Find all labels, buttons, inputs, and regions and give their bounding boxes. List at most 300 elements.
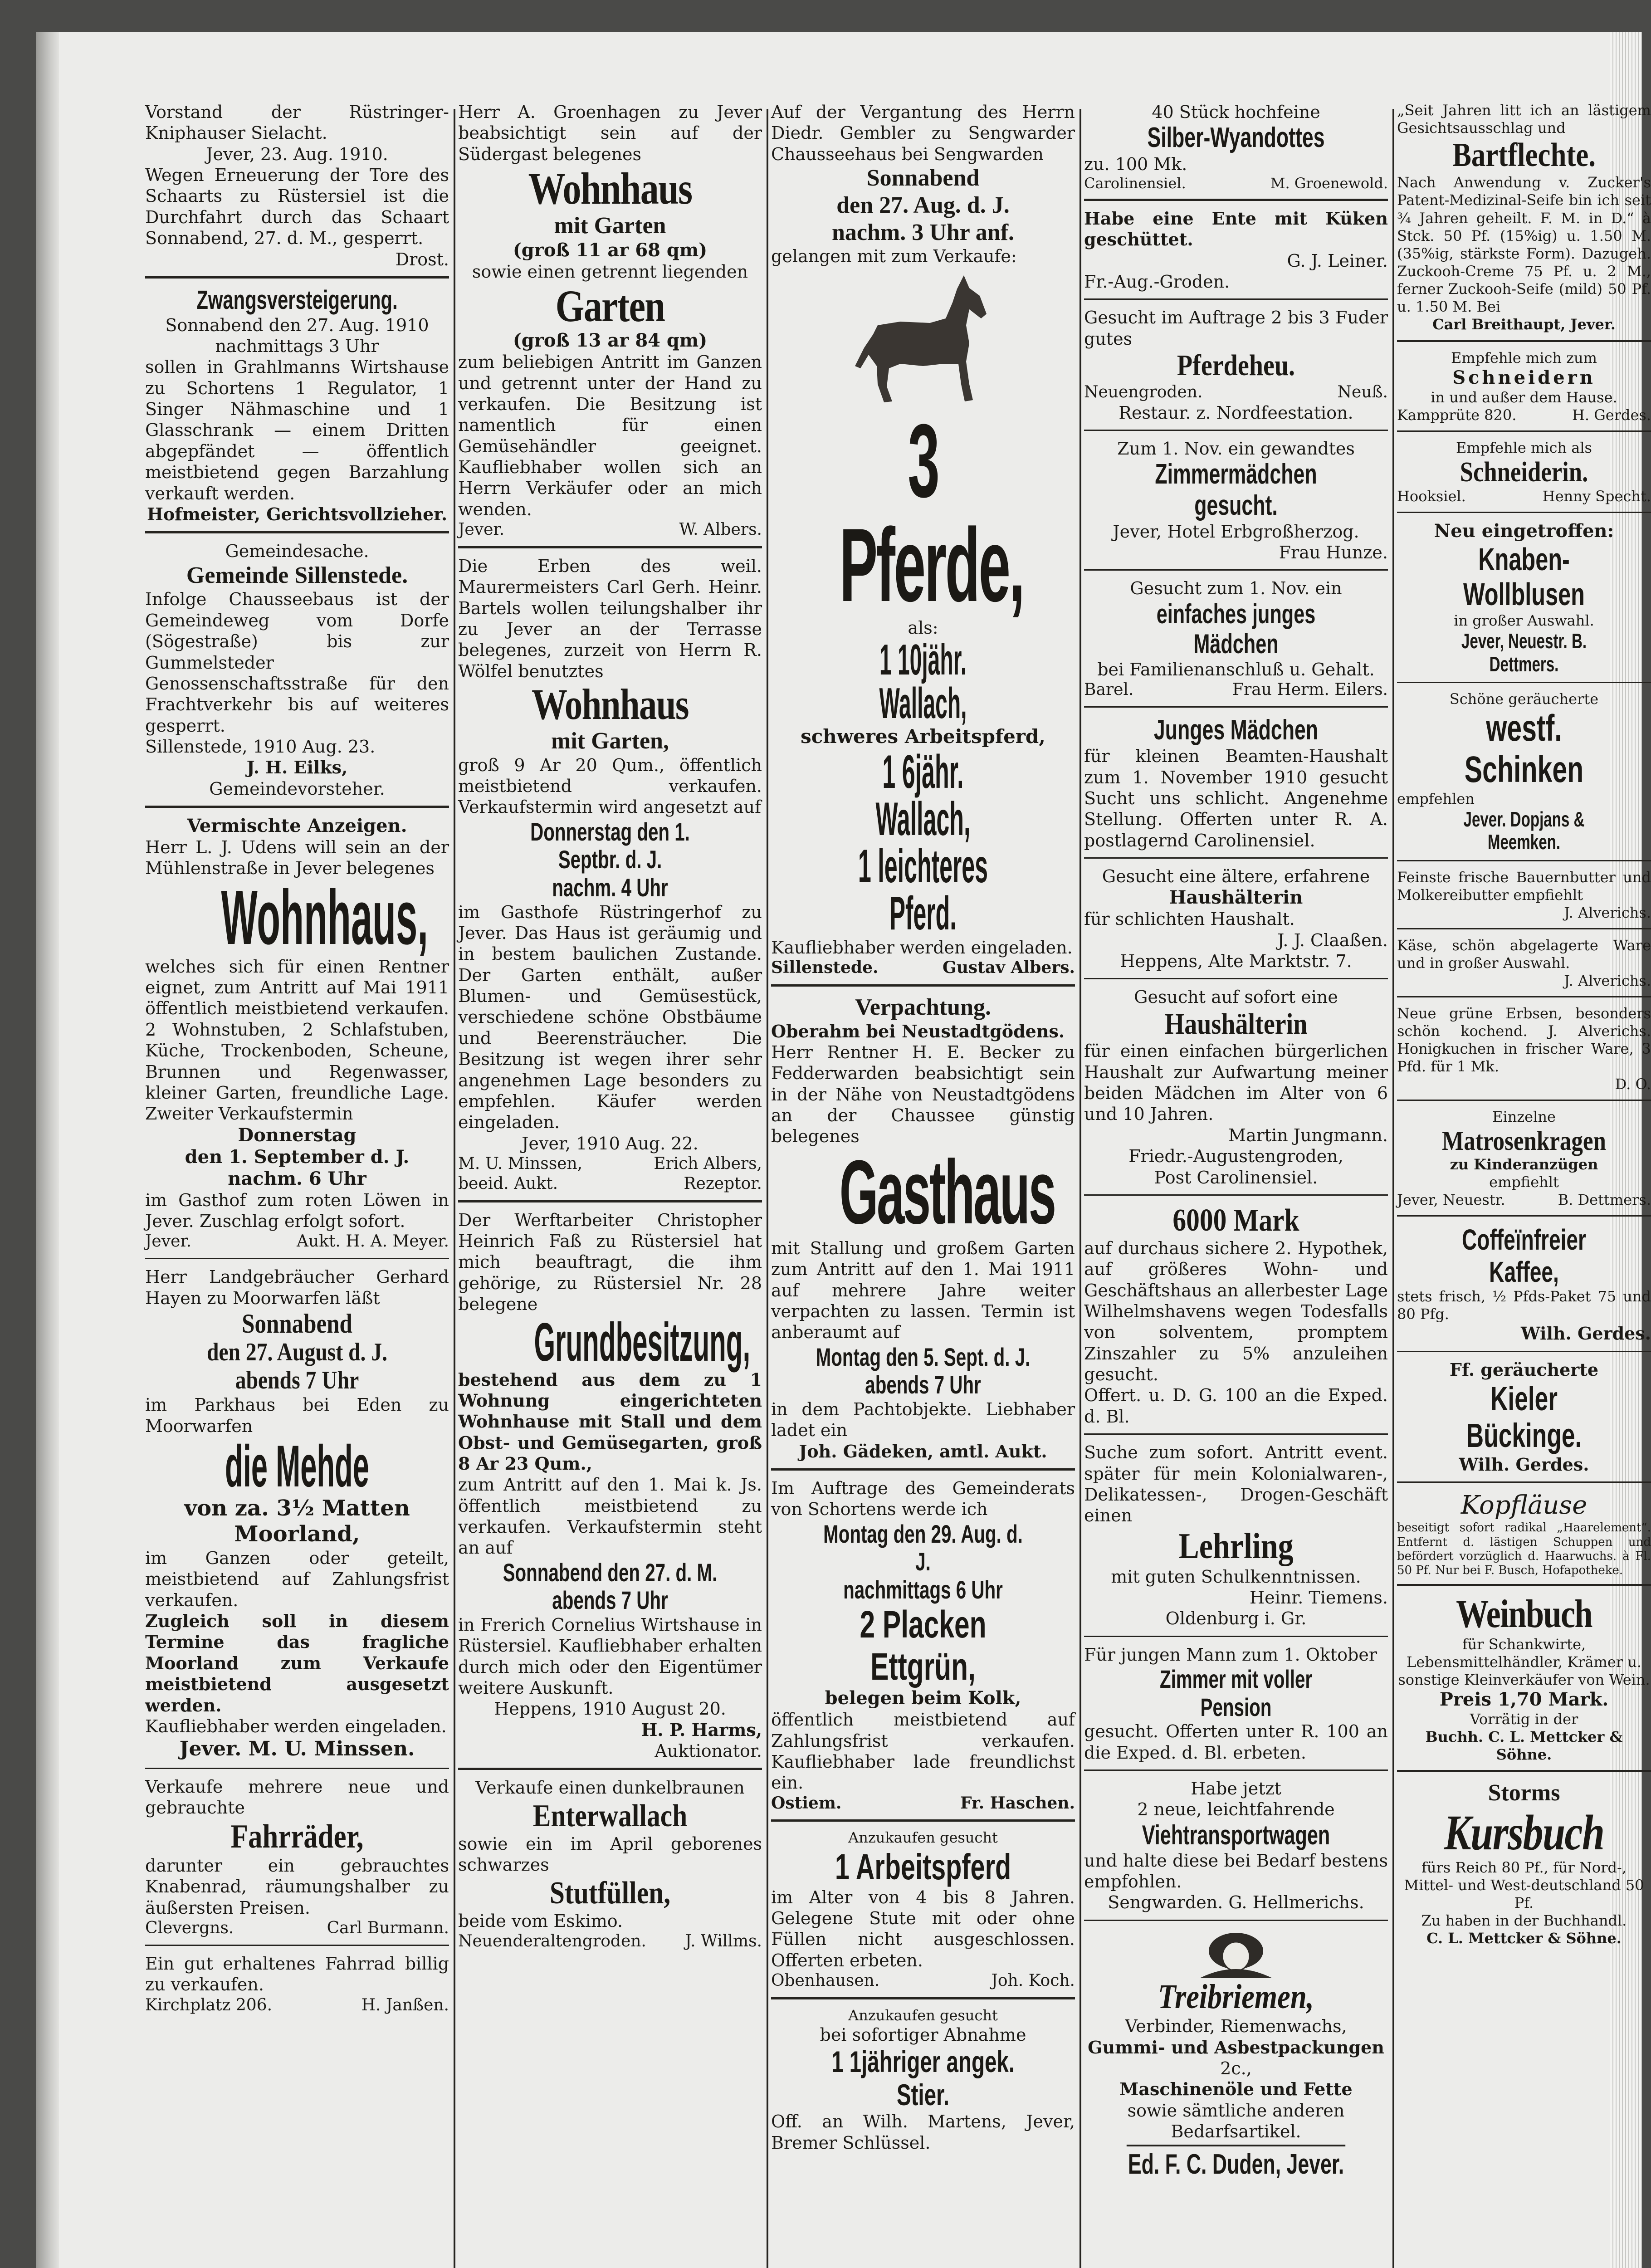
ad-headline: Kursbuch xyxy=(1444,1804,1604,1860)
ad-kaese xyxy=(1397,935,1651,997)
ad-lehrling xyxy=(1084,1440,1388,1637)
ad-name: J. J. Claaßen. xyxy=(1277,930,1388,950)
sign-place: Hooksiel. xyxy=(1397,488,1466,505)
ad-body: im Ganzen oder geteilt, meistbietend auf Zahlungsfrist verkaufen. xyxy=(145,1548,449,1610)
ad-when: nachm. 4 Uhr xyxy=(552,873,668,902)
ad-kursbuch xyxy=(1397,1778,1651,1954)
ad-sub: 2 neue, leichtfahrende xyxy=(1137,1799,1335,1820)
ad-body: Feinste frische Bauernbutter und Molkereibutter empfiehlt xyxy=(1397,868,1651,904)
ad-date: Heppens, 1910 August 20. xyxy=(494,1699,726,1719)
ad-signature: D. O. xyxy=(1615,1075,1651,1093)
ad-headline: Schneiderin. xyxy=(1460,456,1588,488)
sign-name: B. Dettmers. xyxy=(1558,1191,1651,1209)
ad-body: gesucht. Offerten unter R. 100 an die Exped. d. Bl. erbeten. xyxy=(1084,1721,1388,1763)
sign-name: Erich Albers, xyxy=(654,1154,762,1173)
ad-body: darunter ein gebrauchtes Knabenrad, räumungshalber zu äußersten Preisen. xyxy=(145,1856,449,1918)
ad-headline: 2 Placken Ettgrün, xyxy=(860,1603,987,1688)
ad-place: Restaur. z. Nordfeestation. xyxy=(1119,402,1353,423)
ad-headline: die Mehde xyxy=(225,1432,369,1499)
sign-place: Ostiem. xyxy=(771,1793,842,1813)
ad-body: Nach Anwendung v. Zucker's Patent-Medizinal-Seife bin ich seit ¾ Jahren geheilt. F. M. in D.“ à Stck. 50 Pf. (15%ig) u. 1.50 M. (35%ig, stärkste Form). Dazugeh. Zuckooh-Creme 75 Pf. u. 2 M., ferner Zuckooh-Seife (mild) 50 Pf. u. 1.50 M. Bei xyxy=(1397,174,1651,315)
ad-body: mit Stallung und großem Garten zum Antritt auf den 1. Mai 1911 auf mehrere Jahre weiter verpachten zu lassen. Termin ist anberaumt auf xyxy=(771,1238,1075,1343)
notice-head: Vorstand der Rüstringer-Kniphauser Sielacht. xyxy=(145,102,449,143)
ad-intro: Neu eingetroffen: xyxy=(1434,520,1614,542)
section-title: Vermischte Anzeigen. xyxy=(187,815,407,837)
ad-body: in Frerich Cornelius Wirtshause in Rüstersiel. Kaufliebhaber erhalten durch mich oder den Eigentümer weitere Auskunft. xyxy=(458,1614,762,1698)
ad-intro: Im Auftrage des Gemeinderats von Schortens werde ich xyxy=(771,1478,1075,1520)
column-3 xyxy=(771,100,1075,2165)
sign-place: Sillenstede. xyxy=(771,958,879,977)
ad-beamten-haushalt xyxy=(1084,713,1388,859)
ad-intro: Zum 1. Nov. ein gewandtes xyxy=(1117,438,1355,459)
ad-signature: Jever. M. U. Minssen. xyxy=(179,1737,415,1761)
ad-where: im Parkhaus bei Eden zu Moorwarfen xyxy=(145,1395,449,1436)
ad-place: Friedr.-Augustengroden, xyxy=(1128,1146,1343,1167)
ad-line: Verbinder, Riemenwachs, xyxy=(1125,2016,1347,2037)
ad-when: Sonnabend den 27. d. M. xyxy=(503,1558,718,1587)
ad-title: Gemeinde Sillenstede. xyxy=(186,562,408,588)
sign-name: Fr. Haschen. xyxy=(960,1793,1075,1813)
ad-body: Habe eine Ente mit Küken geschüttet. xyxy=(1084,208,1388,250)
ad-body: sollen in Grahlmanns Wirtshause zu Schortens 1 Regulator, 1 Singer Nähmaschine und 1 Glasschrank — einem Dritten abgepfändet — öffentlich meistbietend gegen Barzahlung verkauft werden. xyxy=(145,357,449,503)
ad-signature xyxy=(1397,406,1651,424)
ad-body: und halte diese bei Bedarf bestens empfohlen. xyxy=(1084,1850,1388,1892)
ad-headline: Lehrling xyxy=(1178,1526,1294,1566)
ad-headline: Treibriemen, xyxy=(1158,1977,1314,2016)
ad-intro: Gesucht im Auftrage 2 bis 3 Fuder gutes xyxy=(1084,308,1388,349)
column-1 xyxy=(145,100,449,2027)
horse-illustration xyxy=(850,271,996,407)
ad-signature xyxy=(145,1918,449,1938)
ad-zwangsversteigerung xyxy=(145,284,449,533)
ad-stier xyxy=(771,2005,1075,2160)
ad-wohnhaus-bartels xyxy=(458,554,762,1202)
ad-body: fürs Reich 80 Pf., für Nord-, Mittel- und West-deutschland 50 Pf. xyxy=(1404,1859,1644,1912)
ad-sub: belegen beim Kolk, xyxy=(825,1687,1021,1709)
ad-headline: 1 Arbeitspferd xyxy=(835,1846,1011,1887)
ad-signature: Sengwarden. G. Hellmerichs. xyxy=(1108,1892,1364,1913)
ad-schinken xyxy=(1397,689,1651,861)
ad-when: nachm. 6 Uhr xyxy=(228,1168,366,1189)
ad-name: Martin Jungmann. xyxy=(1228,1125,1388,1145)
ad-body: empfiehlt xyxy=(1489,1173,1559,1191)
ad-wyandottes xyxy=(1084,100,1388,201)
ad-body: im Gasthofe Rüstringerhof zu Jever. Das Haus ist geräumig und in bestem baulichen Zustande. Der Garten enthält, außer Blumen- und Gemüsestück, verschiedene schöne Obstbäume und Beerensträucher. Die Besitzung ist wegen ihrer sehr angenehmen Lage besonders zu empfehlen. Käufer werden eingeladen. xyxy=(458,902,762,1133)
ad-butter xyxy=(1397,867,1651,929)
ad-body: beide vom Eskimo. xyxy=(458,1911,623,1931)
sign-name: Gustav Albers. xyxy=(942,958,1075,977)
ad-date: Jever, 1910 Aug. 22. xyxy=(522,1133,698,1154)
ad-body: Ein gut erhaltenes Fahrrad billig zu verkaufen. xyxy=(145,1954,449,1995)
ad-body: auf durchaus sichere 2. Hypothek, auf größeres Wohn- und Geschäftshaus an allerbester Lage Wilhelmshavens wegen Todesfalls von solventem, promptem Zinszahler zu 5% anzuleihen gesucht. xyxy=(1084,1238,1388,1385)
ad-body: Neue grüne Erbsen, besonders schön kochend. J. Alverichs. Honigkuchen in frischer Ware, 3 Pfd. für 1 Mk. xyxy=(1397,1005,1651,1075)
ad-mehde xyxy=(145,1265,449,1769)
ad-signature xyxy=(771,1971,1075,1991)
sign-name: H. Janßen. xyxy=(361,1995,449,2014)
ad-signature: J. Alverichs. xyxy=(1564,904,1651,921)
ad-intro: Auf der Vergantung des Herrn Diedr. Gembler zu Sengwarder Chausseehaus bei Sengwarden xyxy=(771,102,1075,164)
sign-name: J. Willms. xyxy=(685,1931,762,1950)
sign-role: beeid. Aukt. xyxy=(458,1174,558,1193)
ad-body: Käse, schön abgelagerte Ware und in großer Auswahl. xyxy=(1397,937,1651,972)
ad-line: Gummi- und Asbestpackungen xyxy=(1088,2037,1384,2058)
ad-signature xyxy=(1397,488,1651,505)
ad-place: Fr.-Aug.-Groden. xyxy=(1084,272,1230,292)
ad-intro: Empfehle mich als xyxy=(1456,439,1592,456)
ad-wollblusen xyxy=(1397,518,1651,683)
sign-name: Carl Burmann. xyxy=(327,1919,449,1938)
ad-roles xyxy=(458,1174,762,1194)
ad-kopflaeuse xyxy=(1397,1488,1651,1586)
ad-body: zum beliebigen Antritt im Ganzen und getrennt unter der Hand zu verkaufen. Die Besitzung ist namentlich für einen Gemüsehändler geeignet. Kaufliebhaber wollen sich an Herrn Verkäufer oder an mich wenden. xyxy=(458,352,762,519)
ad-signature: Wilh. Gerdes. xyxy=(1521,1323,1651,1344)
sign-name: Aukt. H. A. Meyer. xyxy=(296,1232,449,1251)
ad-fahrrad-janssen xyxy=(145,1951,449,2022)
ad-place: Moorland, xyxy=(234,1521,360,1547)
ad-treibriemen xyxy=(1084,1926,1388,2187)
ad-price: Preis 1,70 Mark. xyxy=(1439,1688,1609,1710)
ad-body: empfehlen xyxy=(1397,790,1475,807)
ad-when: Montag den 5. Sept. d. J. xyxy=(816,1342,1031,1371)
sign-role: Rezeptor. xyxy=(684,1174,762,1193)
ad-headline: Pferdeheu. xyxy=(1177,349,1295,382)
ad-mid: gelangen mit zum Verkaufe: xyxy=(771,246,1017,267)
ad-price: zu. 100 Mk. xyxy=(1084,154,1187,174)
ad-sub: Zu haben in der Buchhandl. xyxy=(1421,1912,1627,1930)
ad-mid: sowie ein im April geborenes schwarzes xyxy=(458,1833,762,1875)
ad-body: welches sich für einen Rentner eignet, zum Antritt auf Mai 1911 öffentlich meistbietend verkaufen. 2 Wohnstuben, 2 Schlafstuben, Küche, Trockenboden, Scheune, Brunnen und Regenwasser, kleiner Garten, freundliche Lage. Zweiter Verkaufstermin xyxy=(145,956,449,1124)
sign-name: Joh. Koch. xyxy=(991,1971,1075,1990)
ad-intro: Empfehle mich zum xyxy=(1451,349,1597,367)
ad-headline: Junges Mädchen xyxy=(1153,714,1319,746)
ad-intro: Gesucht zum 1. Nov. ein xyxy=(1130,578,1342,599)
ad-signature: Frau Hunze. xyxy=(1279,543,1388,563)
notice-date: Jever, 23. Aug. 1910. xyxy=(206,144,388,164)
ad-role: Gemeindevorsteher. xyxy=(209,778,385,799)
ad-body: Jever, Hotel Erbgroßherzog. xyxy=(1113,521,1359,542)
sign-name: M. U. Minssen, xyxy=(458,1154,583,1173)
ad-viehtransportwagen xyxy=(1084,1776,1388,1921)
ad-body: beseitigt sofort radikal „Haarelement“. Entfernt d. lästigen Schuppen und befördert vorzüglich d. Haarwuchs. à Fl. 50 Pf. Nur bei F. Busch, Hofapotheke. xyxy=(1397,1521,1651,1577)
column-2 xyxy=(458,100,762,1963)
ad-when: den 27. Aug. d. J. xyxy=(836,192,1010,218)
ad-signature xyxy=(458,1931,762,1951)
ad-als: als: xyxy=(908,617,938,638)
sign-name: M. Groenewold. xyxy=(1270,174,1388,192)
ad-signature: Wilh. Gerdes. xyxy=(1459,1454,1589,1475)
column-rule xyxy=(767,109,768,2268)
ad-signature: Jever. Dopjans & Meemken. xyxy=(1463,807,1585,854)
sign-place: Neuenderaltengroden. xyxy=(458,1931,646,1950)
sign-name: W. Albers. xyxy=(679,520,762,539)
ad-intro: Herr Landgebräucher Gerhard Hayen zu Moorwarfen läßt xyxy=(145,1267,449,1308)
ad-name: G. J. Leiner. xyxy=(1287,250,1388,271)
ad-headline: Garten xyxy=(555,281,665,332)
ad-when: Montag den 29. Aug. d. J. xyxy=(823,1519,1023,1576)
ad-body: Off. an Wilh. Martens, Jever, Bremer Schlüssel. xyxy=(771,2112,1075,2153)
ad-signature: Buchh. C. L. Mettcker & Söhne. xyxy=(1425,1728,1623,1763)
ad-bold: Zugleich soll in diesem Termine das fragliche Moorland zum Verkaufe meistbietend ausgesetzt werden. xyxy=(145,1611,449,1716)
column-5 xyxy=(1397,100,1651,1959)
ad-headline: 6000 Mark xyxy=(1172,1202,1299,1238)
ad-signature: Hofmeister, Gerichtsvollzieher. xyxy=(147,503,448,524)
ad-intro: Verkaufe mehrere neue und gebrauchte xyxy=(145,1776,449,1818)
ad-ettgruen xyxy=(771,1476,1075,1822)
ad-intro: Gesucht eine ältere, erfahrene xyxy=(1102,866,1370,887)
ad-signature xyxy=(458,520,762,540)
column-rule xyxy=(1080,109,1081,2268)
sign-place: Clevergns. xyxy=(145,1919,234,1938)
ad-headline: 1 1jähriger angek. Stier. xyxy=(831,2045,1015,2112)
ad-ente xyxy=(1084,206,1388,300)
ad-intro: Die Erben des weil. Maurermeisters Carl Gerh. Heinr. Bartels wollen teilungshalber ihr zu Jever an der Terrasse belegenes, zurzeit von Herrn R. Wölfel benutztes xyxy=(458,556,762,681)
ad-signature: Joh. Gädeken, amtl. Aukt. xyxy=(799,1441,1047,1461)
ad-headline: Wohnhaus xyxy=(528,163,692,214)
ad-buecking xyxy=(1397,1358,1651,1483)
ad-headline: Viehtransportwagen xyxy=(1142,1819,1330,1850)
ad-size: von za. 3½ Matten xyxy=(184,1495,410,1521)
ad-pferde xyxy=(771,100,1075,987)
ad-place: Heppens, Alte Marktstr. 7. xyxy=(1120,951,1352,972)
sign-place: Jever. xyxy=(145,1232,192,1251)
ad-body: stets frisch, ½ Pfds-Paket 75 und 80 Pfg. xyxy=(1397,1288,1651,1323)
ad-role: Auktionator. xyxy=(655,1741,762,1761)
ad-mid: sowie einen getrennt liegenden xyxy=(472,261,748,282)
column-4 xyxy=(1084,100,1388,2192)
ad-grundbesitzung xyxy=(458,1208,762,1770)
ad-arbeitspferd xyxy=(771,1827,1075,1999)
ad-body: im Alter von 4 bis 8 Jahren. Gelegene Stute mit oder ohne Füllen nicht ausgeschlossen. Offerten erbeten. xyxy=(771,1887,1075,1970)
sign-name: Frau Herm. Eilers. xyxy=(1232,680,1388,699)
sign-place: Jever, Neuestr. xyxy=(1397,1191,1505,1209)
ad-wohnhaus-udens xyxy=(145,813,449,1259)
ad-headline: einfaches junges Mädchen xyxy=(1156,598,1316,659)
ad-item: 1 leichteres Pferd. xyxy=(858,840,988,940)
ad-intro: Verkaufe einen dunkelbraunen xyxy=(475,1778,745,1798)
column-rule xyxy=(454,109,455,2268)
ad-when: nachm. 3 Uhr anf. xyxy=(831,219,1015,245)
ad-headline: Schneidern xyxy=(1452,367,1596,388)
ad-item: 1 10jähr. Wallach, xyxy=(879,635,967,728)
ad-when: Donnerstag den 1. Septbr. d. J. xyxy=(530,817,690,874)
ad-headline: Matrosenkragen xyxy=(1442,1126,1606,1156)
ad-headline: Enterwallach xyxy=(532,1798,688,1833)
ad-signature: Offert. u. D. G. 100 an die Exped. d. Bl. xyxy=(1084,1385,1388,1427)
ad-when: den 1. September d. J. xyxy=(185,1146,410,1168)
ad-headline: Knaben-Wollblusen xyxy=(1463,542,1585,612)
ad-signature: Jever, Neuestr. B. Dettmers. xyxy=(1461,629,1587,676)
newspaper-page xyxy=(36,32,1651,2268)
ad-body: für schlichten Haushalt. xyxy=(1084,909,1295,929)
ad-when: Sonnabend xyxy=(242,1308,352,1339)
ad-item-sub: schweres Arbeitspferd, xyxy=(801,725,1045,748)
ad-signature xyxy=(771,1794,1075,1813)
sign-place: Carolinensiel. xyxy=(1084,174,1186,192)
ad-when: den 27. August d. J. xyxy=(206,1338,388,1366)
ad-headline: Kieler Bückinge. xyxy=(1466,1379,1582,1455)
ad-item: 1 6jähr. Wallach, xyxy=(875,745,971,846)
ad-headline: Wohnhaus xyxy=(532,680,689,729)
ad-bartflechte xyxy=(1397,100,1651,342)
ad-line: Maschinenöle und Fette xyxy=(1119,2079,1353,2100)
ad-kicker: Anzukaufen gesucht xyxy=(848,1829,998,1847)
ad-sub: mit guten Schulkenntnissen. xyxy=(1111,1566,1361,1587)
ad-kicker: Gemeindesache. xyxy=(225,541,369,562)
ad-post: Post Carolinensiel. xyxy=(1154,1167,1318,1188)
ad-matrosenkragen xyxy=(1397,1106,1651,1217)
ad-sub: zu Kinderanzügen xyxy=(1450,1156,1598,1173)
ad-body: in und außer dem Hause. xyxy=(1431,388,1617,406)
ad-junges-maedchen xyxy=(1084,576,1388,708)
ad-place: Oldenburg i. Gr. xyxy=(1165,1608,1307,1629)
ad-when: abends 7 Uhr xyxy=(865,1370,981,1399)
sign-name: Henny Specht. xyxy=(1542,488,1651,505)
ad-signature: Carl Breithaupt, Jever. xyxy=(1432,315,1616,333)
ad-headline: Bartflechte. xyxy=(1452,137,1596,174)
ad-verpachtung xyxy=(771,992,1075,1471)
ad-body: Herr Rentner H. E. Becker zu Fedderwarden beabsichtigt sein in der Nähe von Neustadtgödens an der Chaussee günstig belegenes xyxy=(771,1042,1075,1147)
ad-signature xyxy=(145,1995,449,2015)
ad-intro: Herr A. Groenhagen zu Jever beabsichtigt sein auf der Südergast belegenes xyxy=(458,102,762,164)
ad-name: J. H. Eilks, xyxy=(246,757,348,778)
ad-erbsen xyxy=(1397,1003,1651,1101)
ad-signature: Ed. F. C. Duden, Jever. xyxy=(1127,2145,1345,2180)
ad-headline: Wohnhaus, xyxy=(221,874,428,961)
ad-headline: Zimmermädchen gesucht. xyxy=(1155,459,1317,521)
ad-pferdeheu xyxy=(1084,305,1388,431)
ad-kicker: Anzukaufen gesucht xyxy=(848,2006,998,2024)
sign-name: Neuß. xyxy=(1337,382,1388,401)
ad-signature xyxy=(145,1232,449,1251)
ad-sub: mit Garten, xyxy=(551,728,669,754)
ad-when: Sonnabend den 27. Aug. 1910 nachmittags 3 Uhr xyxy=(165,315,429,357)
ad-wohnhaus-groenhagen xyxy=(458,100,762,548)
ad-body: für einen einfachen bürgerlichen Haushalt zur Aufwartung meiner beiden Mädchen im Alter von 6 und 10 Jahren. xyxy=(1084,1041,1388,1124)
ad-body: öffentlich meistbietend auf Zahlungsfrist verkaufen. Kaufliebhaber lade freundlichst ein. xyxy=(771,1710,1075,1793)
ad-title: Zwangsversteigerung. xyxy=(196,285,398,315)
ad-fahrraeder xyxy=(145,1774,449,1946)
ad-script: Kopfläuse xyxy=(1460,1491,1588,1520)
ad-intro: Ff. geräucherte xyxy=(1449,1359,1599,1380)
ad-headline: 3 Pferde, xyxy=(839,402,1024,623)
sign-place: Neuengroden. xyxy=(1084,382,1203,401)
ad-signature: C. L. Mettcker & Söhne. xyxy=(1426,1930,1622,1947)
ad-kaffee xyxy=(1397,1222,1651,1352)
ad-size: (groß 11 ar 68 qm) xyxy=(513,239,708,261)
ad-headline: Stutfüllen, xyxy=(549,1875,671,1911)
ad-body: in großer Auswahl. xyxy=(1454,612,1594,630)
ad-bold: bestehend aus dem zu 1 Wohnung eingerichteten Wohnhause mit Stall und dem Obst- und Gemüsegarten, groß 8 Ar 23 Qum., xyxy=(458,1369,762,1474)
ad-sub: mit Garten xyxy=(554,213,666,239)
ad-when: abends 7 Uhr xyxy=(235,1366,359,1394)
notice-body: Wegen Erneuerung der Tore des Schaarts zu Rüstersiel ist die Durchfahrt durch das Schaart Sonnabend, 27. d. M., gesperrt. xyxy=(145,165,449,249)
ad-signature xyxy=(1084,175,1388,192)
ad-haushaelterin-2 xyxy=(1084,985,1388,1195)
ad-top: Storms xyxy=(1488,1779,1560,1806)
ad-signature xyxy=(771,958,1075,978)
ad-intro: Herr L. J. Udens will sein an der Mühlenstraße in Jever belegenes xyxy=(145,837,449,879)
ad-signature xyxy=(1084,680,1388,700)
ad-intro: Habe jetzt xyxy=(1191,1778,1281,1799)
ad-intro: Für jungen Mann zum 1. Oktober xyxy=(1084,1644,1377,1665)
ad-schneiderin xyxy=(1397,437,1651,513)
book-spine xyxy=(36,32,59,2268)
notice-sielacht xyxy=(145,100,449,279)
sign-place: Jever. xyxy=(458,520,505,539)
ad-headline: westf. Schinken xyxy=(1464,708,1584,790)
ad-intro: 40 Stück hochfeine xyxy=(1152,102,1320,122)
ad-when: abends 7 Uhr xyxy=(552,1586,668,1615)
ad-zimmer-pension xyxy=(1084,1642,1388,1771)
ad-line: 2c., xyxy=(1220,2058,1252,2079)
ad-sub: Vorrätig in der xyxy=(1470,1710,1578,1728)
ad-zimmermaedchen xyxy=(1084,436,1388,571)
ad-headline: Haushälterin xyxy=(1169,887,1303,909)
ad-signature xyxy=(1084,382,1388,402)
ad-body: in dem Pachtobjekte. Liebhaber ladet ein xyxy=(771,1399,1075,1441)
ad-body: für Schankwirte, Lebensmittelhändler, Krämer u. sonstige Kleinverkäufer von Wein. xyxy=(1398,1635,1650,1688)
ad-headline: Haushälterin xyxy=(1164,1007,1308,1041)
ad-body: zum Antritt auf den 1. Mai k. Js. öffentlich meistbietend zu verkaufen. Verkaufstermin steht an auf xyxy=(458,1475,762,1558)
ad-body: bei Familienanschluß u. Gehalt. xyxy=(1097,659,1375,679)
woman-portrait-illustration xyxy=(1191,1928,1281,1978)
sign-place: Kampprüte 820. xyxy=(1397,406,1517,424)
ad-date: Sillenstede, 1910 Aug. 23. xyxy=(145,736,376,757)
sign-place: Obenhausen. xyxy=(771,1971,880,1990)
sign-place: Barel. xyxy=(1084,680,1134,699)
ad-intro: „Seit Jahren litt ich an lästigem Gesichtsausschlag und xyxy=(1397,102,1651,137)
ad-headline: Fahrräder, xyxy=(230,1818,364,1855)
sign-name: H. Gerdes. xyxy=(1572,406,1651,424)
notice-signature: Drost. xyxy=(395,249,449,269)
ad-intro: Schöne geräucherte xyxy=(1449,690,1599,708)
ad-line: sowie sämtliche anderen Bedarfsartikel. xyxy=(1127,2100,1345,2142)
ad-when: Donnerstag xyxy=(238,1124,357,1146)
ad-headline: Gasthaus xyxy=(839,1141,1055,1243)
ad-name: H. P. Harms, xyxy=(641,1719,762,1740)
sign-place: Kirchplatz 206. xyxy=(145,1995,273,2014)
ad-where: im Gasthof zum roten Löwen in Jever. Zuschlag erfolgt sofort. xyxy=(145,1190,449,1231)
ad-when: Sonnabend xyxy=(866,165,980,191)
ad-intro: Gesucht auf sofort eine xyxy=(1134,987,1338,1007)
ad-weinbuch xyxy=(1397,1592,1651,1772)
ad-lead: Oberahm bei Neustadtgödens. xyxy=(771,1021,1065,1041)
ad-signature xyxy=(458,1154,762,1174)
ad-body: Infolge Chausseebaus ist der Gemeindeweg vom Dorfe (Sögestraße) bis zur Gummelsteder Genossenschaftsstraße für den Frachtverkehr bis auf weiteres gesperrt. xyxy=(145,589,449,736)
ad-body: für kleinen Beamten-Haushalt zum 1. November 1910 gesucht Sucht uns schlicht. Angenehme Stellung. Offerten unter R. A. postlagernd Carolinensiel. xyxy=(1084,746,1388,850)
ad-headline: Weinbuch xyxy=(1456,1592,1592,1637)
ad-when: nachmittags 6 Uhr xyxy=(843,1575,1003,1604)
ad-body: groß 9 Ar 20 Qum., öffentlich meistbietend verkaufen. Verkaufstermin wird angesetzt auf xyxy=(458,755,762,817)
ad-headline: Grundbesitzung, xyxy=(534,1311,751,1373)
ad-signature: J. Alverichs. xyxy=(1564,972,1651,990)
ad-6000-mark xyxy=(1084,1201,1388,1435)
ad-intro: bei sofortiger Abnahme xyxy=(820,2024,1026,2045)
ad-enterwallach xyxy=(458,1775,762,1957)
ad-signature xyxy=(1397,1191,1651,1209)
ad-tail: Kaufliebhaber werden eingeladen. xyxy=(771,937,1073,958)
ad-title: Verpachtung. xyxy=(855,994,991,1020)
ad-headline: Zimmer mit voller Pension xyxy=(1159,1665,1313,1721)
ad-headline: Silber-Wyandottes xyxy=(1147,122,1325,154)
column-rule xyxy=(1392,109,1394,2268)
ad-tail: Kaufliebhaber werden eingeladen. xyxy=(145,1716,447,1736)
ad-size: (groß 13 ar 84 qm) xyxy=(513,330,708,352)
ad-gemeinde xyxy=(145,539,449,808)
ad-body: Suche zum sofort. Antritt event. später für mein Kolonialwaren-, Delikatessen-, Drogen-Geschäft einen xyxy=(1084,1442,1388,1526)
ad-intro: Der Werftarbeiter Christopher Heinrich Faß zu Rüstersiel hat mich beauftragt, die ihm gehörige, zu Rüstersiel Nr. 28 belegene xyxy=(458,1210,762,1315)
ad-haushaelterin-1 xyxy=(1084,864,1388,979)
